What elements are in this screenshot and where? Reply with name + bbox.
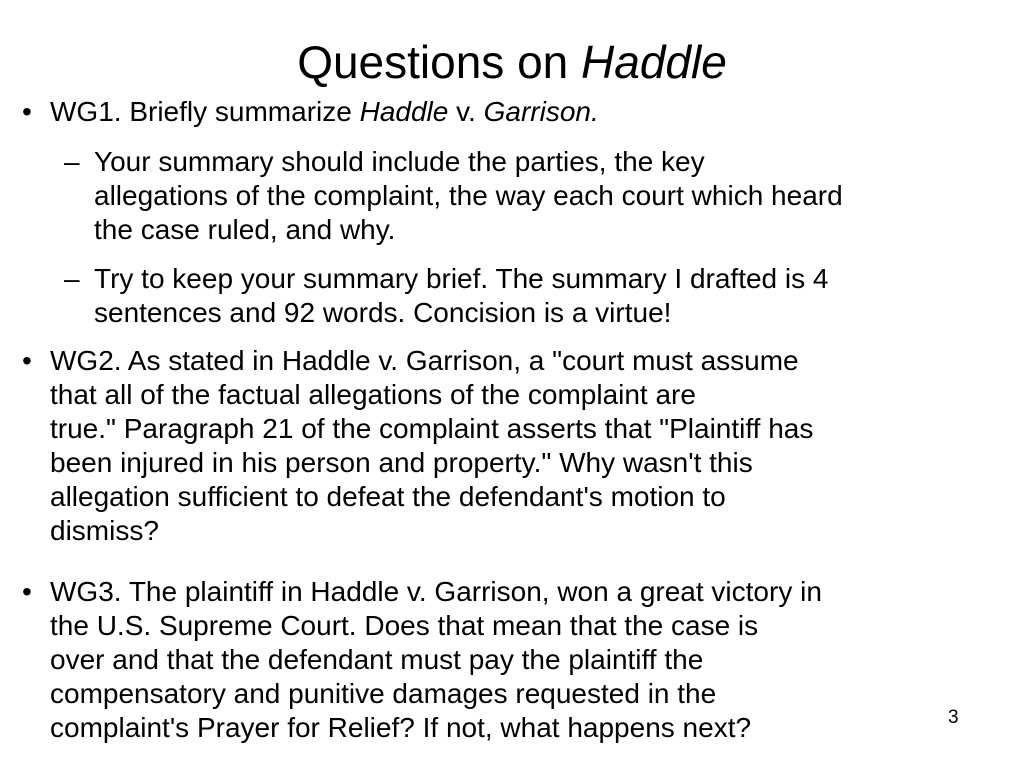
- wg1-sub2-line2: sentences and 92 words. Concision is a virtue!: [94, 297, 672, 328]
- wg1-question: [50, 95, 599, 129]
- bullet-wg3: •: [22, 576, 32, 607]
- title-italic-text: Haddle: [581, 36, 727, 88]
- wg1-sub1-line1: Your summary should include the parties, the key: [94, 146, 705, 177]
- wg2-line5: allegation sufficient to defeat the defendant's motion to: [50, 481, 726, 512]
- bullet-wg2: •: [22, 345, 32, 376]
- wg2-line3: true." Paragraph 21 of the complaint asserts that "Plaintiff has: [50, 413, 814, 444]
- title-text: Questions on: [297, 36, 582, 88]
- wg2-line4: been injured in his person and property." Why wasn't this: [50, 447, 753, 478]
- wg1-text-middle: v.: [448, 96, 484, 127]
- wg3-line2: the U.S. Supreme Court. Does that mean that the case is: [50, 610, 759, 641]
- wg2-line2: that all of the factual allegations of the complaint are: [50, 379, 696, 410]
- dash-wg1-sub2: –: [64, 263, 80, 294]
- bullet-wg1: •: [22, 96, 32, 127]
- wg3-line3: over and that the defendant must pay the plaintiff the: [50, 644, 704, 675]
- wg3-line5: complaint's Prayer for Relief? If not, what happens next?: [50, 712, 752, 743]
- wg1-case-name-2: Garrison.: [483, 96, 599, 127]
- page-number: 3: [948, 707, 959, 728]
- wg1-sub1-line2: allegations of the complaint, the way each court which heard: [94, 180, 843, 211]
- wg1-sub2-line1: Try to keep your summary brief. The summary I drafted is 4: [94, 263, 829, 294]
- wg1-sub1-line3: the case ruled, and why.: [94, 214, 396, 245]
- slide-title: [0, 34, 1024, 90]
- dash-wg1-sub1: –: [64, 146, 80, 177]
- wg3-line1: WG3. The plaintiff in Haddle v. Garrison, won a great victory in: [50, 576, 822, 607]
- wg1-case-name-1: Haddle: [359, 96, 449, 127]
- wg2-line6: dismiss?: [50, 515, 159, 546]
- wg2-line1: WG2. As stated in Haddle v. Garrison, a "court must assume: [50, 345, 799, 376]
- wg1-text-prefix: WG1. Briefly summarize: [50, 96, 360, 127]
- wg3-line4: compensatory and punitive damages requested in the: [50, 678, 717, 709]
